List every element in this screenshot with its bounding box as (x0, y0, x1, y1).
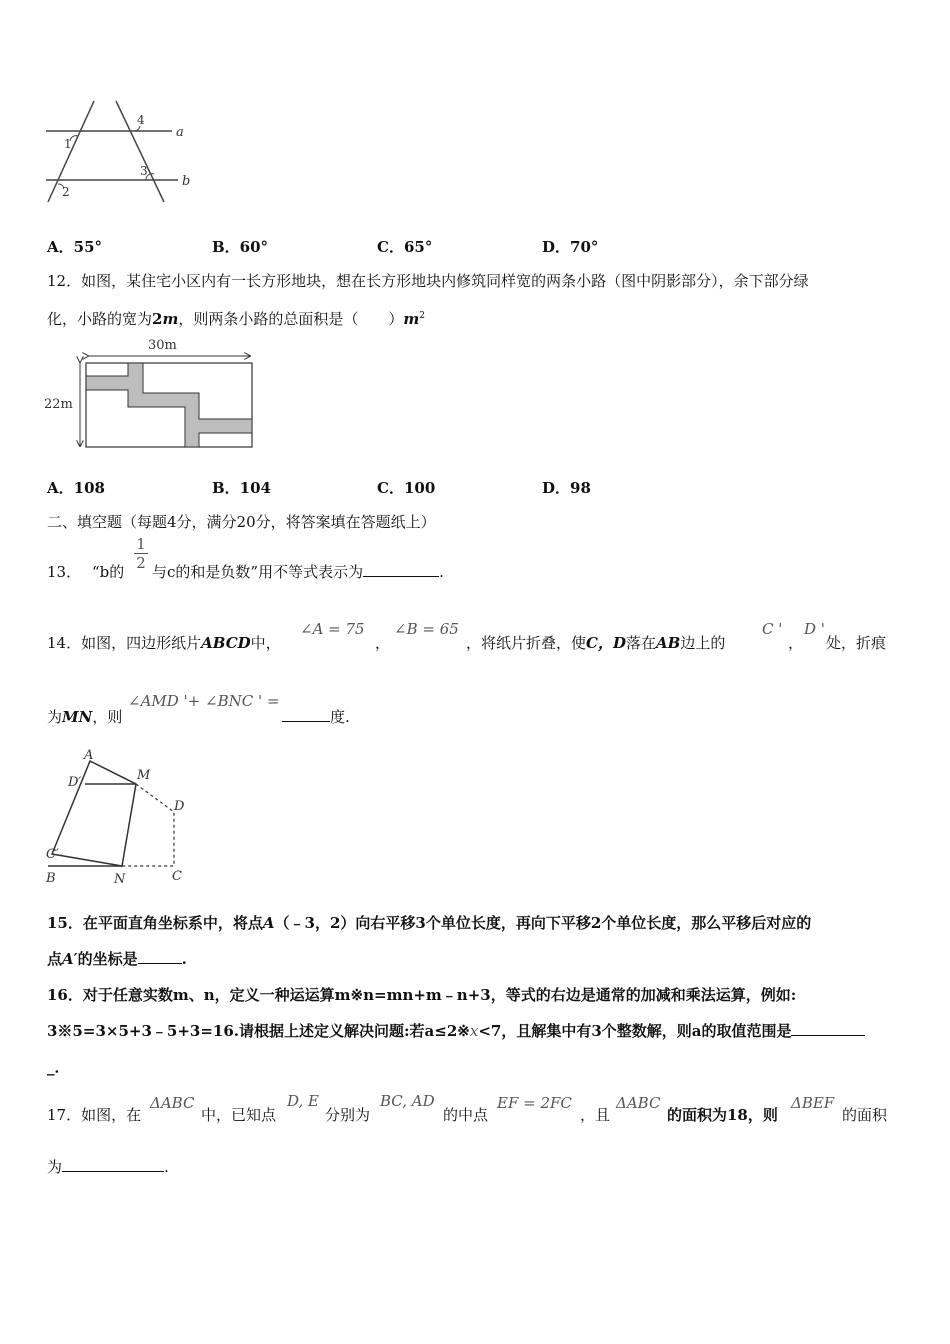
label-4: 4 (137, 113, 145, 127)
q16-line1: 16．对于任意实数m、n，定义一种运运算m※n=mn+m﹣n+3，等式的右边是通常的加减和乘法运算，例如: (47, 986, 797, 1004)
q13-number: 13． (47, 563, 82, 581)
q17-de: D, E (287, 1092, 319, 1110)
dashed-original (122, 784, 174, 866)
q17-text-d: 的中点 (443, 1106, 489, 1124)
q17-line2: 为 . (47, 1158, 169, 1176)
q17-tri-bef: ΔBEF (791, 1094, 835, 1112)
q13-fraction: 1 2 (134, 535, 148, 572)
label-1: 1 (64, 137, 72, 151)
q17-text-f: 的面积为18，则 (667, 1106, 778, 1124)
q11-option-b: B．60° (212, 238, 269, 256)
label-B: B (46, 871, 56, 886)
q11-option-c: C．65° (377, 238, 433, 256)
transversal-left (48, 101, 94, 202)
q14-line2-start: 为MN，则 (47, 708, 123, 726)
q12-option-c: C．100 (377, 479, 436, 497)
q14-d-prime: D ' (804, 620, 825, 638)
label-a: a (176, 125, 184, 140)
q15-line2: 点A′的坐标是 . (47, 950, 187, 968)
q14-expression: ∠AMD '+ ∠BNC ' = (128, 692, 280, 710)
q15-line1: 15．在平面直角坐标系中，将点A（﹣3，2）向右平移3个单位长度，再向下平移2个单位长度，那么平移后对应的 (47, 914, 812, 932)
q12-figure (42, 336, 258, 452)
q14-line1-end: 处，折痕 (826, 634, 887, 652)
q14-line1: 14．如图，四边形纸片ABCD中， (47, 634, 281, 652)
label-A: A (84, 748, 94, 763)
section2-title: 二、填空题（每题4分，满分20分，将答案填在答题纸上） (47, 513, 436, 531)
width-label: 30m (148, 338, 177, 353)
q17-bc-ad: BC, AD (380, 1092, 435, 1110)
q14-angle-b: ∠B = 65 (394, 620, 459, 638)
q13-text-b: 与c的和是负数”用不等式表示为 . (152, 563, 444, 581)
q17-text-e: ，且 (580, 1106, 611, 1124)
q13-text-a: “b的 (92, 563, 125, 581)
q12-line2: 化，小路的宽为2m，则两条小路的总面积是（ ）$m^2$ (47, 310, 425, 328)
label-D: D (174, 799, 185, 814)
label-3: 3 (140, 164, 148, 178)
q14-c-prime: C ' (762, 620, 783, 638)
q14-figure (42, 746, 202, 888)
q11-option-a: A．55° (47, 238, 103, 256)
q12-line1: 12．如图，某住宅小区内有一长方形地块，想在长方形地块内修筑同样宽的两条小路（图中阴影部分），余下部分绿 (47, 272, 809, 290)
height-label: 22m (44, 397, 73, 412)
q16-line3: _． (47, 1058, 70, 1076)
label-D-prime: D′ (68, 775, 82, 790)
q17-text-g: 的面积 (842, 1106, 888, 1124)
q12-option-d: D．98 (542, 479, 591, 497)
q12-option-b: B．104 (212, 479, 271, 497)
q14-comma: ， (788, 634, 804, 652)
q11-option-d: D．70° (542, 238, 599, 256)
q16-line2: 3※5=3×5+3﹣5+3=16.请根据上述定义解决问题:若a≤2※x<7，且解集中有3个整数解，则a的取值范围是 (47, 1020, 865, 1041)
q17-tri-abc-2: ΔABC (616, 1094, 661, 1112)
label-M: M (137, 768, 151, 783)
q17-ef: EF = 2FC (497, 1094, 572, 1112)
q14-line2-end: 度. (282, 706, 350, 727)
label-N: N (114, 872, 126, 887)
q11-figure (42, 96, 202, 208)
q17-text-c: 分别为 (325, 1106, 371, 1124)
q12-option-a: A．108 (47, 479, 105, 497)
q17-text-b: 中，已知点 (201, 1106, 277, 1124)
q14-sep: ， (375, 634, 391, 652)
q14-line1-mid: ，将纸片折叠，使C，D落在AB边上的 (466, 634, 726, 652)
label-b: b (182, 174, 191, 189)
q17-tri-abc: ΔABC (150, 1094, 195, 1112)
q17-text-a: 17．如图，在 (47, 1106, 142, 1124)
q14-angle-a: ∠A = 75 (300, 620, 365, 638)
label-C: C (172, 869, 182, 884)
folded-quadrilateral (52, 761, 136, 866)
label-2: 2 (62, 185, 70, 199)
label-C-prime: C′ (46, 847, 59, 862)
